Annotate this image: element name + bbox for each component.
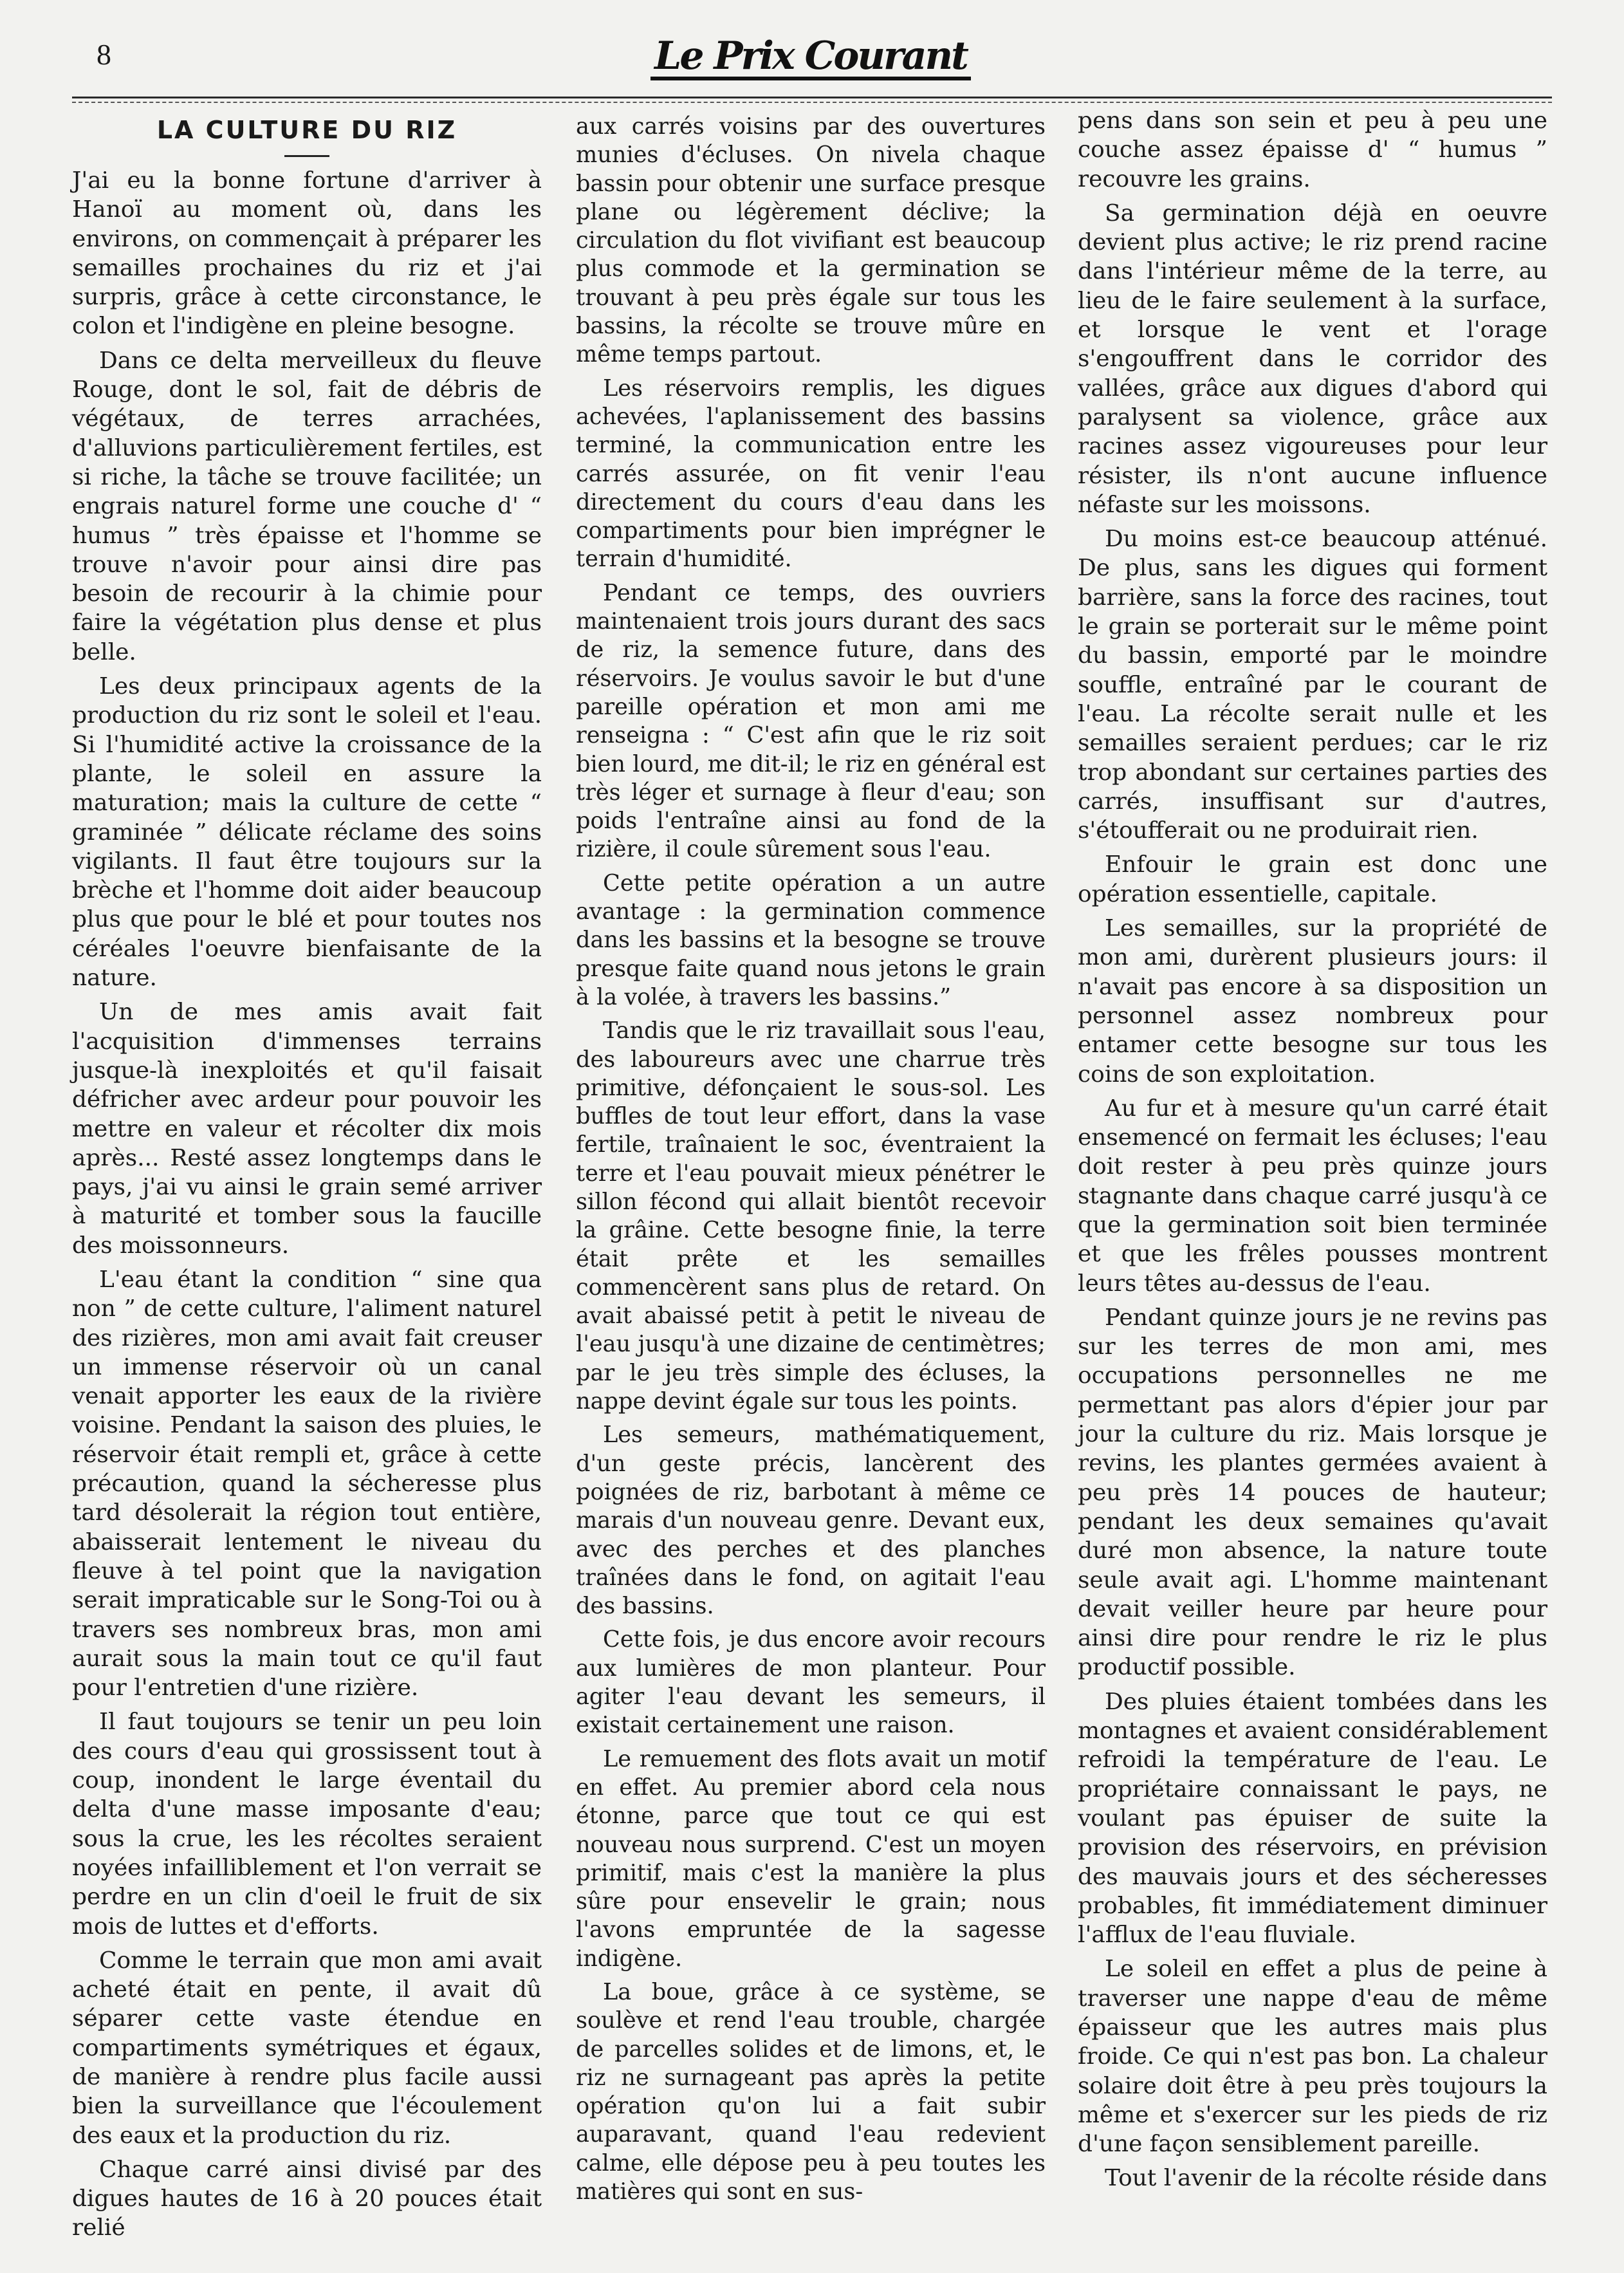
column-3 [1078, 106, 1547, 2198]
title-rule [284, 155, 329, 157]
paragraph: Sa germination déjà en oeuvre devient plus active; le riz prend racine dans l'intérieur même de la terre, au lieu de le faire seulement à la surface, et lorsque le vent et l'orage s'engouffrent dans le corridor des vallées, grâce aux digues d'abord qui paralysent sa violence, grâce aux racines assez vigoureuses pour leur résister, ils n'ont aucune influence néfaste sur les moissons. [1078, 199, 1547, 518]
paragraph: Les semeurs, mathématiquement, d'un geste précis, lancèrent des poignées de riz, barbotant à même ce marais d'un nouveau genre. Devant eux, avec des perches et des planches traînées dans le fond, on agitait l'eau des bassins. [576, 1422, 1046, 1620]
paragraph: Au fur et à mesure qu'un carré était ensemencé on fermait les écluses; l'eau doit rester à peu près quinze jours stagnante dans chaque carré jusqu'à ce que la germination soit bien terminée et que les frêles pousses montrent leurs têtes au-dessus de l'eau. [1078, 1095, 1547, 1297]
paragraph: aux carrés voisins par des ouvertures munies d'écluses. On nivela chaque bassin pour obtenir une surface presque plane ou légèrement déclive; la circulation du flot vivifiant est beaucoup plus commode et la germination se trouvant à peu près égale sur tous les bassins, la récolte se trouve mûre en même temps partout. [576, 113, 1046, 368]
paragraph: Cette petite opération a un autre avantage : la germination commence dans les bassins et la besogne se trouve presque faite quand nous jetons le grain à la volée, à travers les bassins.” [576, 869, 1046, 1010]
paragraph: Un de mes amis avait fait l'acquisition d'immenses terrains jusque-là inexploités et qu'il faisait défricher avec ardeur pour pouvoir les mettre en valeur et récolter dix mois après... Resté assez longtemps dans le pays, j'ai vu ainsi le grain semé arriver à maturité et tomber sous la faucille des moissonneurs. [72, 999, 542, 1259]
header-rule [72, 97, 1552, 98]
paragraph: La boue, grâce à ce système, se soulève et rend l'eau trouble, chargée de parcelles solides et de limons, et, le riz ne surnageant pas après la petite opération qu'on lui a fait subir auparavant, quand l'eau redevient calme, elle dépose peu à peu toutes les matières qui sont en sus- [576, 1979, 1046, 2205]
paragraph: Dans ce delta merveilleux du fleuve Rouge, dont le sol, fait de débris de végétaux, de terres arrachées, d'alluvions particulièrement fertiles, est si riche, la tâche se trouve facilitée; un engrais naturel forme une couche d' “ humus ” très épaisse et l'homme se trouve n'avoir pour ainsi dire pas besoin de recourir à la chimie pour faire la végétation plus dense et plus belle. [72, 347, 542, 665]
paragraph: Tout l'avenir de la récolte réside dans [1105, 2165, 1547, 2192]
paragraph: Les semailles, sur la propriété de mon ami, durèrent plusieurs jours: il n'avait pas encore à sa disposition un personnel assez nombreux pour entamer cette besogne sur tous les coins de son exploitation. [1078, 915, 1547, 1088]
paragraph: Les réservoirs remplis, les digues achevées, l'aplanissement des bassins terminé, la communication entre les carrés assurée, on fit venir l'eau directement du cours d'eau dans les compartiments pour bien imprégner le terrain d'humidité. [576, 375, 1046, 573]
article-title: LA CULTURE DU RIZ [156, 116, 457, 144]
paragraph: pens dans son sein et peu à peu une couche assez épaisse d' “ humus ” recouvre les grains. [1078, 107, 1547, 192]
paragraph: Pendant quinze jours je ne revins pas sur les terres de mon ami, mes occupations personnelles ne me permettant pas alors d'épier jour par jour la culture du riz. Mais lorsque je revins, les plantes germées avaient à peu près 14 pouces de hauteur; pendant les deux semaines qu'avait duré mon absence, la nature toute seule avait agi. L'homme maintenant devait veiller heure par heure pour ainsi dire pour rendre le riz le plus productif possible. [1078, 1304, 1547, 1681]
column-2 [576, 113, 1046, 2211]
paragraph: Le remuement des flots avait un motif en effet. Au premier abord cela nous étonne, parce que tout ce qui est nouveau nous surprend. C'est un moyen primitif, mais c'est la manière la plus sûre pour ensevelir le grain; nous l'avons empruntée de la sagesse indigène. [576, 1745, 1046, 1972]
paragraph: Des pluies étaient tombées dans les montagnes et avaient considérablement refroidi la température de l'eau. Le propriétaire connaissant le pays, ne voulant pas épuiser de suite la provision des réservoirs, en prévision des mauvais jours et des sécheresses probables, fit immédiatement diminuer l'afflux de l'eau fluviale. [1078, 1688, 1547, 1949]
paragraph: Le soleil en effet a plus de peine à traverser une nappe d'eau de même épaisseur que les autres mais plus froide. Ce qui n'est pas bon. La chaleur solaire doit être à peu près toujours la même et s'exercer sur les pieds de riz d'une façon sensiblement pareille. [1078, 1956, 1547, 2158]
header-rule-dashed [72, 102, 1552, 103]
paragraph: Chaque carré ainsi divisé par des digues hautes de 16 à 20 pouces était relié [72, 2156, 542, 2241]
paragraph: Enfouir le grain est donc une opération essentielle, capitale. [1078, 851, 1547, 907]
paragraph: L'eau étant la condition “ sine qua non ” de cette culture, l'aliment naturel des rizières, mon ami avait fait creuser un immense réservoir où un canal venait apporter les eaux de la rivière voisine. Pendant la saison des pluies, le réservoir était rempli et, grâce à cette précaution, quand la sécheresse plus tard désolerait la région tout entière, abaisserait lentement le niveau du fleuve à tel point que la navigation serait impraticable sur le Song-Toi ou à travers ses nombreux bras, mon ami aurait sous la main tout ce qu'il faut pour l'entretien d'une rizière. [72, 1266, 542, 1702]
masthead-text: Le Prix Courant [651, 36, 971, 80]
masthead-logo [650, 26, 972, 90]
paragraph: J'ai eu la bonne fortune d'arriver à Hanoï au moment où, dans les environs, on commençait à préparer les semailles prochaines du riz et j'ai surpris, grâce à cette circonstance, le colon et l'indigène en pleine besogne. [72, 167, 542, 340]
paragraph: Comme le terrain que mon ami avait acheté était en pente, il avait dû séparer cette vaste étendue en compartiments symétriques et égaux, de manière à rendre plus facile aussi bien la surveillance que l'écoulement des eaux et la production du riz. [72, 1947, 542, 2149]
column-1 [72, 113, 542, 2248]
paragraph: Cette fois, je dus encore avoir recours aux lumières de mon planteur. Pour agiter l'eau devant les semeurs, il existait certainement une raison. [576, 1626, 1046, 1739]
paragraph: Il faut toujours se tenir un peu loin des cours d'eau qui grossissent tout à coup, inondent le large éventail du delta d'une masse imposante d'eau; sous la crue, les les récoltes seraient noyées infailliblement et l'on verrait se perdre en un clin d'oeil le fruit de six mois de luttes et d'efforts. [72, 1709, 542, 1940]
paragraph: Les deux principaux agents de la production du riz sont le soleil et l'eau. Si l'humidité active la croissance de la plante, le soleil en assure la maturation; mais la culture de cette “ graminée ” délicate réclame des soins vigilants. Il faut être toujours sur la brèche et l'homme doit aider beaucoup plus que pour le blé et pour toutes nos céréales l'oeuvre bienfaisante de la nature. [72, 673, 542, 992]
paragraph: Pendant ce temps, des ouvriers maintenaient trois jours durant des sacs de riz, la semence future, dans des réservoirs. Je voulus savoir le but d'une pareille opération et mon ami me renseigna : “ C'est afin que le riz soit bien lourd, me dit-il; le riz en général est très léger et surnage à fleur d'eau; son poids l'entraîne ainsi au fond de la rizière, il coule sûrement sous l'eau. [576, 579, 1046, 863]
page-number: 8 [97, 38, 111, 71]
paragraph: Tandis que le riz travaillait sous l'eau, des laboureurs avec une charrue très primitive, défonçaient le sous-sol. Les buffles de tout leur effort, dans la vase fertile, traînaient le soc, éventraient la terre et l'eau pouvait mieux pénétrer le sillon fécond qui allait bientôt recevoir la grâine. Cette besogne finie, la terre était prête et les semailles commencèrent sans plus de retard. On avait abaissé petit à petit le niveau de l'eau jusqu'à une dizaine de centimètres; par le jeu très simple des écluses, la nappe devint égale sur tous les points. [576, 1017, 1046, 1415]
paragraph: Du moins est-ce beaucoup atténué. De plus, sans les digues qui forment barrière, sans la force des racines, tout le grain se porterait sur le même point du bassin, emporté par le moindre souffle, entraîné par le courant de l'eau. La récolte serait nulle et les semailles seraient perdues; car le riz trop abondant sur certaines parties des carrés, insuffisant sur d'autres, s'étoufferait ou ne produirait rien. [1078, 526, 1547, 844]
